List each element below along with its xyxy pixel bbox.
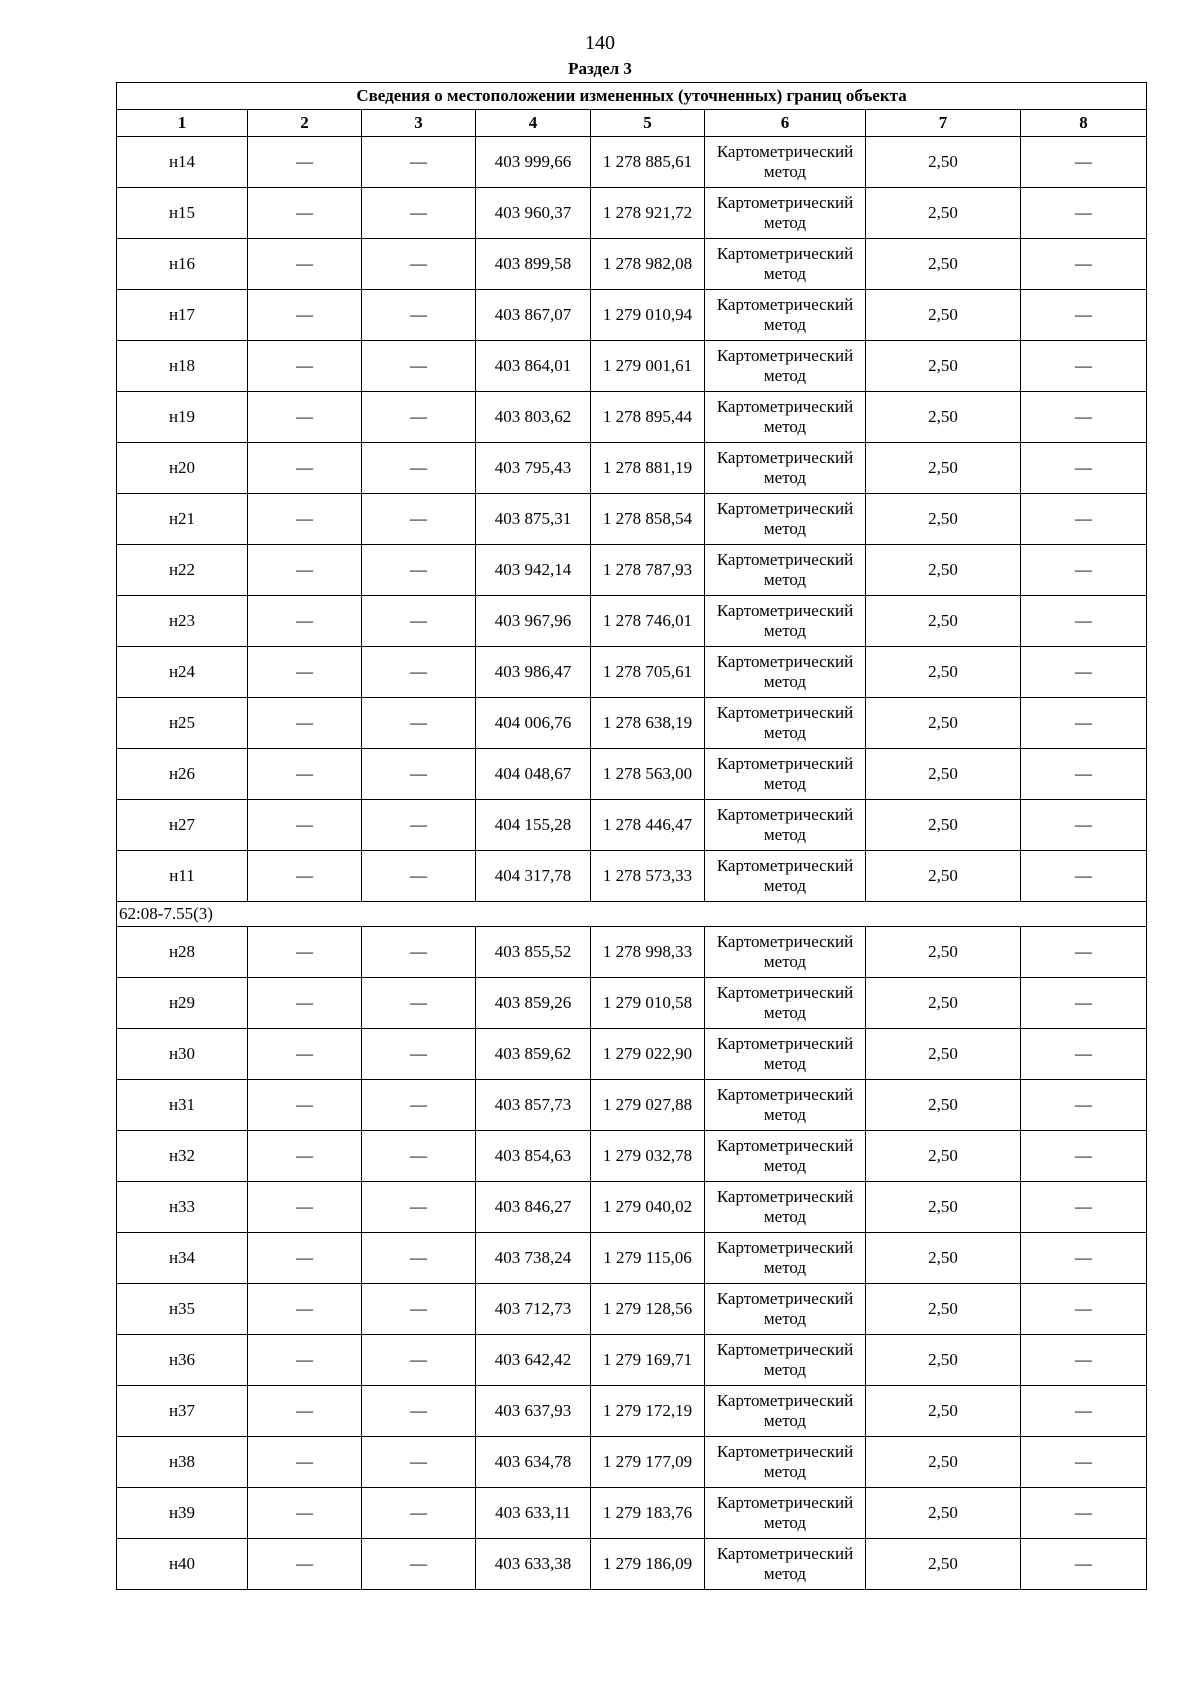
column-2-cell: — xyxy=(248,927,362,978)
y-coordinate-cell: 1 279 027,88 xyxy=(591,1080,705,1131)
point-cell: н15 xyxy=(117,188,248,239)
column-8-cell: — xyxy=(1021,137,1147,188)
x-coordinate-cell: 403 855,52 xyxy=(476,927,591,978)
accuracy-cell: 2,50 xyxy=(866,749,1021,800)
column-number: 6 xyxy=(705,110,866,137)
column-3-cell: — xyxy=(362,1029,476,1080)
x-coordinate-cell: 403 867,07 xyxy=(476,290,591,341)
y-coordinate-cell: 1 278 746,01 xyxy=(591,596,705,647)
column-number: 4 xyxy=(476,110,591,137)
column-2-cell: — xyxy=(248,443,362,494)
method-cell: Картометрический метод xyxy=(705,1488,866,1539)
y-coordinate-cell: 1 279 177,09 xyxy=(591,1437,705,1488)
accuracy-cell: 2,50 xyxy=(866,1335,1021,1386)
column-3-cell: — xyxy=(362,1488,476,1539)
column-8-cell: — xyxy=(1021,1386,1147,1437)
method-cell: Картометрический метод xyxy=(705,1539,866,1590)
column-8-cell: — xyxy=(1021,800,1147,851)
point-cell: н34 xyxy=(117,1233,248,1284)
table-row xyxy=(117,1539,1147,1590)
accuracy-cell: 2,50 xyxy=(866,494,1021,545)
y-coordinate-cell: 1 279 183,76 xyxy=(591,1488,705,1539)
point-cell: н18 xyxy=(117,341,248,392)
y-coordinate-cell: 1 278 885,61 xyxy=(591,137,705,188)
method-cell: Картометрический метод xyxy=(705,1131,866,1182)
point-cell: н39 xyxy=(117,1488,248,1539)
column-8-cell: — xyxy=(1021,1131,1147,1182)
column-2-cell: — xyxy=(248,1488,362,1539)
method-cell: Картометрический метод xyxy=(705,647,866,698)
point-cell: н21 xyxy=(117,494,248,545)
accuracy-cell: 2,50 xyxy=(866,290,1021,341)
y-coordinate-cell: 1 278 998,33 xyxy=(591,927,705,978)
method-cell: Картометрический метод xyxy=(705,749,866,800)
point-cell: н31 xyxy=(117,1080,248,1131)
method-cell: Картометрический метод xyxy=(705,494,866,545)
column-2-cell: — xyxy=(248,1335,362,1386)
x-coordinate-cell: 403 875,31 xyxy=(476,494,591,545)
point-cell: н37 xyxy=(117,1386,248,1437)
method-cell: Картометрический метод xyxy=(705,1029,866,1080)
method-cell: Картометрический метод xyxy=(705,851,866,902)
accuracy-cell: 2,50 xyxy=(866,1539,1021,1590)
column-3-cell: — xyxy=(362,596,476,647)
accuracy-cell: 2,50 xyxy=(866,1029,1021,1080)
table-row xyxy=(117,545,1147,596)
accuracy-cell: 2,50 xyxy=(866,978,1021,1029)
y-coordinate-cell: 1 278 705,61 xyxy=(591,647,705,698)
x-coordinate-cell: 403 738,24 xyxy=(476,1233,591,1284)
method-cell: Картометрический метод xyxy=(705,1080,866,1131)
table-row xyxy=(117,392,1147,443)
table-row xyxy=(117,137,1147,188)
accuracy-cell: 2,50 xyxy=(866,698,1021,749)
x-coordinate-cell: 403 633,38 xyxy=(476,1539,591,1590)
accuracy-cell: 2,50 xyxy=(866,392,1021,443)
point-cell: н25 xyxy=(117,698,248,749)
method-cell: Картометрический метод xyxy=(705,341,866,392)
y-coordinate-cell: 1 279 040,02 xyxy=(591,1182,705,1233)
x-coordinate-cell: 403 712,73 xyxy=(476,1284,591,1335)
column-3-cell: — xyxy=(362,1131,476,1182)
table-row xyxy=(117,1131,1147,1182)
column-3-cell: — xyxy=(362,647,476,698)
method-cell: Картометрический метод xyxy=(705,137,866,188)
table-row xyxy=(117,494,1147,545)
table-body xyxy=(117,137,1147,1590)
column-8-cell: — xyxy=(1021,698,1147,749)
method-cell: Картометрический метод xyxy=(705,545,866,596)
column-2-cell: — xyxy=(248,494,362,545)
column-number: 1 xyxy=(117,110,248,137)
x-coordinate-cell: 403 633,11 xyxy=(476,1488,591,1539)
column-2-cell: — xyxy=(248,137,362,188)
table-row xyxy=(117,978,1147,1029)
method-cell: Картометрический метод xyxy=(705,290,866,341)
column-8-cell: — xyxy=(1021,1539,1147,1590)
column-8-cell: — xyxy=(1021,1284,1147,1335)
column-2-cell: — xyxy=(248,392,362,443)
x-coordinate-cell: 404 006,76 xyxy=(476,698,591,749)
table-row xyxy=(117,851,1147,902)
point-cell: н22 xyxy=(117,545,248,596)
accuracy-cell: 2,50 xyxy=(866,341,1021,392)
column-2-cell: — xyxy=(248,290,362,341)
point-cell: н19 xyxy=(117,392,248,443)
column-3-cell: — xyxy=(362,698,476,749)
accuracy-cell: 2,50 xyxy=(866,927,1021,978)
table-row xyxy=(117,188,1147,239)
column-8-cell: — xyxy=(1021,239,1147,290)
column-8-cell: — xyxy=(1021,647,1147,698)
y-coordinate-cell: 1 279 010,94 xyxy=(591,290,705,341)
accuracy-cell: 2,50 xyxy=(866,188,1021,239)
x-coordinate-cell: 403 859,26 xyxy=(476,978,591,1029)
method-cell: Картометрический метод xyxy=(705,596,866,647)
column-8-cell: — xyxy=(1021,851,1147,902)
point-cell: н30 xyxy=(117,1029,248,1080)
x-coordinate-cell: 403 942,14 xyxy=(476,545,591,596)
x-coordinate-cell: 403 859,62 xyxy=(476,1029,591,1080)
point-cell: н27 xyxy=(117,800,248,851)
x-coordinate-cell: 403 854,63 xyxy=(476,1131,591,1182)
table-row xyxy=(117,290,1147,341)
y-coordinate-cell: 1 279 115,06 xyxy=(591,1233,705,1284)
method-cell: Картометрический метод xyxy=(705,1335,866,1386)
y-coordinate-cell: 1 278 573,33 xyxy=(591,851,705,902)
column-3-cell: — xyxy=(362,851,476,902)
coordinates-table xyxy=(116,82,1147,1590)
column-8-cell: — xyxy=(1021,443,1147,494)
method-cell: Картометрический метод xyxy=(705,978,866,1029)
column-8-cell: — xyxy=(1021,494,1147,545)
column-2-cell: — xyxy=(248,1131,362,1182)
column-3-cell: — xyxy=(362,749,476,800)
point-cell: н17 xyxy=(117,290,248,341)
column-3-cell: — xyxy=(362,1335,476,1386)
point-cell: н16 xyxy=(117,239,248,290)
table-row xyxy=(117,341,1147,392)
column-2-cell: — xyxy=(248,1080,362,1131)
table-row xyxy=(117,1386,1147,1437)
column-2-cell: — xyxy=(248,1539,362,1590)
method-cell: Картометрический метод xyxy=(705,188,866,239)
y-coordinate-cell: 1 278 921,72 xyxy=(591,188,705,239)
column-2-cell: — xyxy=(248,1029,362,1080)
column-3-cell: — xyxy=(362,978,476,1029)
column-3-cell: — xyxy=(362,239,476,290)
table-row xyxy=(117,1029,1147,1080)
column-3-cell: — xyxy=(362,1080,476,1131)
x-coordinate-cell: 403 857,73 xyxy=(476,1080,591,1131)
column-3-cell: — xyxy=(362,1437,476,1488)
column-2-cell: — xyxy=(248,596,362,647)
table-row xyxy=(117,1437,1147,1488)
x-coordinate-cell: 403 899,58 xyxy=(476,239,591,290)
column-3-cell: — xyxy=(362,341,476,392)
table-row xyxy=(117,927,1147,978)
accuracy-cell: 2,50 xyxy=(866,596,1021,647)
point-cell: н24 xyxy=(117,647,248,698)
point-cell: н36 xyxy=(117,1335,248,1386)
column-3-cell: — xyxy=(362,1539,476,1590)
column-2-cell: — xyxy=(248,1182,362,1233)
point-cell: н11 xyxy=(117,851,248,902)
table-row xyxy=(117,749,1147,800)
point-cell: н14 xyxy=(117,137,248,188)
column-8-cell: — xyxy=(1021,341,1147,392)
column-2-cell: — xyxy=(248,749,362,800)
y-coordinate-cell: 1 278 858,54 xyxy=(591,494,705,545)
column-8-cell: — xyxy=(1021,749,1147,800)
y-coordinate-cell: 1 279 172,19 xyxy=(591,1386,705,1437)
column-8-cell: — xyxy=(1021,545,1147,596)
column-8-cell: — xyxy=(1021,188,1147,239)
column-2-cell: — xyxy=(248,341,362,392)
accuracy-cell: 2,50 xyxy=(866,1182,1021,1233)
y-coordinate-cell: 1 278 446,47 xyxy=(591,800,705,851)
method-cell: Картометрический метод xyxy=(705,1437,866,1488)
x-coordinate-cell: 403 864,01 xyxy=(476,341,591,392)
column-3-cell: — xyxy=(362,137,476,188)
column-2-cell: — xyxy=(248,239,362,290)
point-cell: н40 xyxy=(117,1539,248,1590)
column-8-cell: — xyxy=(1021,1182,1147,1233)
point-cell: н20 xyxy=(117,443,248,494)
column-8-cell: — xyxy=(1021,1488,1147,1539)
column-2-cell: — xyxy=(248,1284,362,1335)
column-2-cell: — xyxy=(248,545,362,596)
column-3-cell: — xyxy=(362,1386,476,1437)
point-cell: н29 xyxy=(117,978,248,1029)
column-8-cell: — xyxy=(1021,1437,1147,1488)
point-cell: н23 xyxy=(117,596,248,647)
table-row xyxy=(117,1488,1147,1539)
column-8-cell: — xyxy=(1021,1029,1147,1080)
method-cell: Картометрический метод xyxy=(705,927,866,978)
column-number: 2 xyxy=(248,110,362,137)
group-label: 62:08-7.55(3) xyxy=(117,902,1147,927)
column-8-cell: — xyxy=(1021,596,1147,647)
column-8-cell: — xyxy=(1021,290,1147,341)
column-3-cell: — xyxy=(362,927,476,978)
y-coordinate-cell: 1 278 787,93 xyxy=(591,545,705,596)
table-row xyxy=(117,1080,1147,1131)
x-coordinate-cell: 403 642,42 xyxy=(476,1335,591,1386)
method-cell: Картометрический метод xyxy=(705,1284,866,1335)
column-2-cell: — xyxy=(248,851,362,902)
y-coordinate-cell: 1 278 982,08 xyxy=(591,239,705,290)
y-coordinate-cell: 1 279 128,56 xyxy=(591,1284,705,1335)
column-number: 8 xyxy=(1021,110,1147,137)
x-coordinate-cell: 403 637,93 xyxy=(476,1386,591,1437)
column-2-cell: — xyxy=(248,800,362,851)
column-2-cell: — xyxy=(248,1437,362,1488)
y-coordinate-cell: 1 279 186,09 xyxy=(591,1539,705,1590)
method-cell: Картометрический метод xyxy=(705,443,866,494)
column-8-cell: — xyxy=(1021,978,1147,1029)
y-coordinate-cell: 1 278 895,44 xyxy=(591,392,705,443)
point-cell: н28 xyxy=(117,927,248,978)
column-3-cell: — xyxy=(362,188,476,239)
x-coordinate-cell: 403 986,47 xyxy=(476,647,591,698)
point-cell: н32 xyxy=(117,1131,248,1182)
x-coordinate-cell: 404 048,67 xyxy=(476,749,591,800)
method-cell: Картометрический метод xyxy=(705,1182,866,1233)
method-cell: Картометрический метод xyxy=(705,1386,866,1437)
y-coordinate-cell: 1 279 022,90 xyxy=(591,1029,705,1080)
table-row xyxy=(117,647,1147,698)
accuracy-cell: 2,50 xyxy=(866,1386,1021,1437)
y-coordinate-cell: 1 278 881,19 xyxy=(591,443,705,494)
accuracy-cell: 2,50 xyxy=(866,1080,1021,1131)
point-cell: н35 xyxy=(117,1284,248,1335)
y-coordinate-cell: 1 278 638,19 xyxy=(591,698,705,749)
point-cell: н38 xyxy=(117,1437,248,1488)
x-coordinate-cell: 403 803,62 xyxy=(476,392,591,443)
column-3-cell: — xyxy=(362,800,476,851)
table-row xyxy=(117,1284,1147,1335)
y-coordinate-cell: 1 279 010,58 xyxy=(591,978,705,1029)
column-number: 3 xyxy=(362,110,476,137)
column-2-cell: — xyxy=(248,978,362,1029)
accuracy-cell: 2,50 xyxy=(866,137,1021,188)
method-cell: Картометрический метод xyxy=(705,698,866,749)
column-number: 5 xyxy=(591,110,705,137)
column-number: 7 xyxy=(866,110,1021,137)
column-3-cell: — xyxy=(362,443,476,494)
table-row xyxy=(117,1182,1147,1233)
column-8-cell: — xyxy=(1021,1233,1147,1284)
y-coordinate-cell: 1 279 032,78 xyxy=(591,1131,705,1182)
point-cell: н33 xyxy=(117,1182,248,1233)
table-row xyxy=(117,443,1147,494)
table-caption: Сведения о местоположении измененных (уточненных) границ объекта xyxy=(117,83,1147,110)
column-3-cell: — xyxy=(362,1284,476,1335)
y-coordinate-cell: 1 278 563,00 xyxy=(591,749,705,800)
table-row xyxy=(117,800,1147,851)
page-number: 140 xyxy=(585,32,615,54)
column-8-cell: — xyxy=(1021,927,1147,978)
x-coordinate-cell: 403 960,37 xyxy=(476,188,591,239)
method-cell: Картометрический метод xyxy=(705,1233,866,1284)
table-row xyxy=(117,239,1147,290)
accuracy-cell: 2,50 xyxy=(866,1437,1021,1488)
accuracy-cell: 2,50 xyxy=(866,443,1021,494)
column-2-cell: — xyxy=(248,647,362,698)
column-3-cell: — xyxy=(362,1182,476,1233)
method-cell: Картометрический метод xyxy=(705,800,866,851)
x-coordinate-cell: 403 967,96 xyxy=(476,596,591,647)
group-label-row xyxy=(117,902,1147,927)
x-coordinate-cell: 403 999,66 xyxy=(476,137,591,188)
table-row xyxy=(117,1335,1147,1386)
accuracy-cell: 2,50 xyxy=(866,647,1021,698)
accuracy-cell: 2,50 xyxy=(866,800,1021,851)
section-title: Раздел 3 xyxy=(568,59,632,78)
column-3-cell: — xyxy=(362,392,476,443)
table-row xyxy=(117,596,1147,647)
column-3-cell: — xyxy=(362,494,476,545)
method-cell: Картометрический метод xyxy=(705,239,866,290)
x-coordinate-cell: 403 795,43 xyxy=(476,443,591,494)
point-cell: н26 xyxy=(117,749,248,800)
column-3-cell: — xyxy=(362,290,476,341)
accuracy-cell: 2,50 xyxy=(866,1131,1021,1182)
column-2-cell: — xyxy=(248,1233,362,1284)
accuracy-cell: 2,50 xyxy=(866,1488,1021,1539)
column-2-cell: — xyxy=(248,698,362,749)
accuracy-cell: 2,50 xyxy=(866,239,1021,290)
accuracy-cell: 2,50 xyxy=(866,851,1021,902)
column-8-cell: — xyxy=(1021,1080,1147,1131)
x-coordinate-cell: 404 317,78 xyxy=(476,851,591,902)
y-coordinate-cell: 1 279 169,71 xyxy=(591,1335,705,1386)
column-number-row xyxy=(117,110,1147,137)
x-coordinate-cell: 403 634,78 xyxy=(476,1437,591,1488)
column-2-cell: — xyxy=(248,188,362,239)
column-8-cell: — xyxy=(1021,392,1147,443)
accuracy-cell: 2,50 xyxy=(866,1233,1021,1284)
accuracy-cell: 2,50 xyxy=(866,1284,1021,1335)
y-coordinate-cell: 1 279 001,61 xyxy=(591,341,705,392)
column-8-cell: — xyxy=(1021,1335,1147,1386)
accuracy-cell: 2,50 xyxy=(866,545,1021,596)
table-row xyxy=(117,698,1147,749)
method-cell: Картометрический метод xyxy=(705,392,866,443)
x-coordinate-cell: 404 155,28 xyxy=(476,800,591,851)
x-coordinate-cell: 403 846,27 xyxy=(476,1182,591,1233)
column-3-cell: — xyxy=(362,545,476,596)
column-2-cell: — xyxy=(248,1386,362,1437)
table-row xyxy=(117,1233,1147,1284)
column-3-cell: — xyxy=(362,1233,476,1284)
